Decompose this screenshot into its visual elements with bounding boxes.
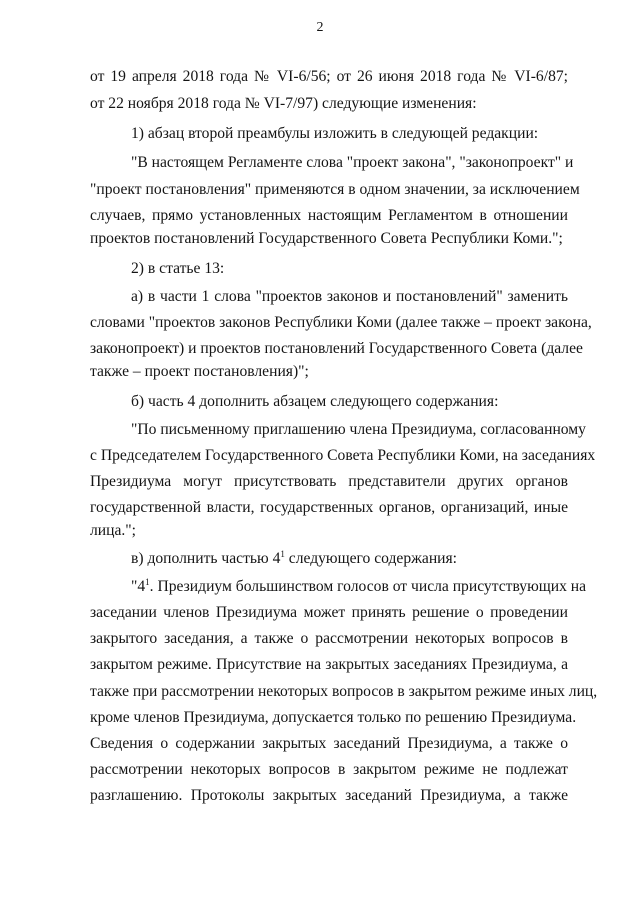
text-line: рассмотрении некоторых вопросов в закрытом режиме не подлежат — [90, 761, 568, 778]
text-line: "По письменному приглашению члена Президиума, согласованному — [131, 421, 586, 438]
text-line: 2) в статье 13: — [131, 260, 225, 277]
text-line: случаев, прямо установленных настоящим Регламентом в отношении — [90, 207, 568, 224]
text-line: проектов постановлений Государственного Совета Республики Коми."; — [90, 230, 563, 247]
text-line: заседании членов Президиума может принять решение о проведении — [90, 604, 568, 621]
text-line: кроме членов Президиума, допускается только по решению Президиума. — [90, 709, 577, 726]
text-line: лица."; — [90, 522, 136, 539]
text-line: "$4^1$. Президиум большинством голосов от числа присутствующих на — [131, 577, 587, 595]
text-line: закрытого заседания, а также о рассмотрении некоторых вопросов в — [90, 630, 568, 647]
text-line: "проект постановления" применяются в одном значении, за исключением — [90, 181, 580, 198]
text-line: "В настоящем Регламенте слова "проект закона", "законопроект" и — [131, 154, 574, 171]
text-line: а) в части 1 слова "проектов законов и постановлений" заменить — [131, 288, 568, 305]
text-line: закрытом режиме. Присутствие на закрытых заседаниях Президиума, а — [90, 656, 568, 673]
text-line: с Председателем Государственного Совета Республики Коми, на заседаниях — [90, 447, 596, 464]
text-line: от 22 ноября 2018 года № VI-7/97) следующие изменения: — [90, 95, 477, 112]
text-line: в) дополнить частью $4^1$ следующего содержания: — [131, 549, 458, 567]
text-line: от 19 апреля 2018 года № VI-6/56; от 26 июня 2018 года № VI-6/87; — [90, 68, 568, 85]
text-line: 1) абзац второй преамбулы изложить в следующей редакции: — [131, 125, 539, 142]
text-line: б) часть 4 дополнить абзацем следующего содержания: — [131, 393, 499, 410]
text-line: также – проект постановления)"; — [90, 363, 309, 380]
text-line: также при рассмотрении некоторых вопросов в закрытом режиме иных лиц, — [90, 683, 598, 700]
text-line: словами "проектов законов Республики Коми (далее также – проект закона, — [90, 314, 592, 331]
text-line: государственной власти, государственных органов, организаций, иные — [90, 499, 568, 516]
page-number: 2 — [316, 20, 324, 35]
text-line: законопроект) и проектов постановлений Государственного Совета (далее — [90, 340, 583, 357]
text-line: разглашению. Протоколы закрытых заседаний Президиума, а также — [90, 787, 568, 804]
text-line: Президиума могут присутствовать представители других органов — [90, 473, 568, 490]
text-line: Сведения о содержании закрытых заседаний Президиума, а также о — [90, 735, 568, 752]
